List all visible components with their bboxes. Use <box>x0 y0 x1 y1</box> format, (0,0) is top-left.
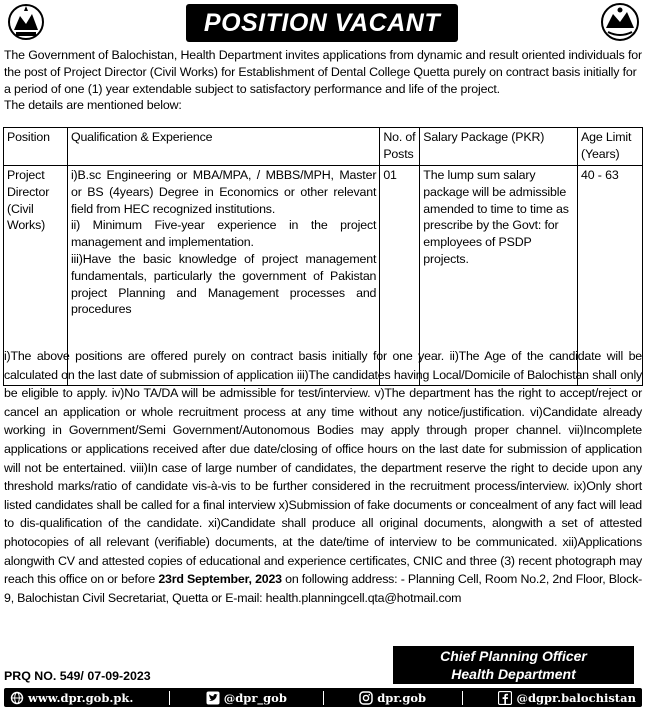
instagram-icon <box>359 691 373 705</box>
twitter-handle: @dpr_gob <box>223 690 287 705</box>
cell-age: 40 - 63 <box>578 166 643 386</box>
twitter-icon <box>206 691 220 705</box>
facebook-handle: @dgpr.balochistan <box>516 690 636 705</box>
instagram-handle: dpr.gob <box>377 690 427 705</box>
balochistan-emblem-icon <box>4 2 48 42</box>
signature-title: Chief Planning Officer <box>440 648 587 664</box>
footer-divider <box>323 691 324 705</box>
intro-text: The Government of Balochistan, Health Department invites applications from dynamic and result oriented individuals for the post of Project Director (Civil Works) for Establishment of Dental College Quetta purely on contract basis initially for a period of one (1) year extendable subject to satisfactory performance and life of the project. <box>4 48 642 96</box>
header-age: Age Limit (Years) <box>578 128 643 166</box>
page-title: POSITION VACANT <box>186 4 458 42</box>
cell-posts: 01 <box>380 166 420 386</box>
header-position: Position <box>4 128 68 166</box>
balochistan-emblem-icon <box>598 2 642 42</box>
terms-address: on following address: - Planning Cell, Room No.2, 2nd Floor, Block-9, Balochistan Civil Secretariat, Quetta or E-mail: health.planningcell.qta@hotmail.com <box>4 572 643 605</box>
terms-text: i)The above positions are offered purely on contract basis initially for one year. ii)The Age of the candidate will be calculated on the last date of submission of application iii)The candidates having Local/Domicile of Balochistan shall only be eligible to apply. iv)No TA/DA will be admissible for test/interview. v)The department has the right to accept/reject or cancel an application or whole recruitment process at any time without any notice/justification. vi)Candidate already working in Government/Semi Government/Autonomous Bodies may apply through proper channel. vii)Incomplete applications or applications received after due date/closing of office hours on the last date for submission of application will not be entertained. viii)In case of large number of candidates, the department reserve the right to decide upon any threshold marks/ratio of candidate vis-à-vis to be further considered in the recruitment process/interview. ix)Only short listed candidates shall be called for a final interview x)Submission of fake documents or concealment of any fact will lead to dis-qualification of the candidate. xi)Candidate shall produce all original documents, alongwith a set of attested photocopies of all relevant (verifiable) documents, at the date/time of interview to be communicated. xii)Applications alongwith CV and attested copies of educational and experience certificates, CNIC and three (3) recent photograph may reach this office on or before <box>4 349 642 587</box>
header-salary: Salary Package (PKR) <box>420 128 578 166</box>
signature-department: Health Department <box>451 666 576 682</box>
footer-divider <box>169 691 170 705</box>
header-posts: No. of Posts <box>380 128 420 166</box>
footer-facebook[interactable] <box>498 691 636 705</box>
footer-bar <box>4 688 642 707</box>
qualification-item: iii)Have the basic knowledge of project management fundamentals, particularly the government of Pakistan project Planning and Management processes and procedures <box>70 251 377 317</box>
footer-twitter[interactable] <box>206 691 287 705</box>
globe-icon <box>10 691 24 705</box>
qualification-item: i)B.sc Engineering or MBA/MPA, / MBBS/MPH, Master or BS (4years) Degree in Economics or other relevant field from HEC recognized institutions. <box>70 168 377 216</box>
deadline-date: 23rd September, 2023 <box>158 572 282 587</box>
details-line: The details are mentioned below: <box>4 98 182 113</box>
website-text: www.dpr.gob.pk. <box>28 690 134 705</box>
signature-block <box>393 646 634 684</box>
header-qualification: Qualification & Experience <box>67 128 379 166</box>
footer-divider <box>462 691 463 705</box>
facebook-icon <box>498 691 512 705</box>
footer-website[interactable] <box>10 691 133 705</box>
footer-instagram[interactable] <box>359 691 426 705</box>
terms-paragraph <box>4 347 642 607</box>
table-header-row <box>4 128 643 166</box>
qualification-item: ii) Minimum Five-year experience in the project management and implementation. <box>70 218 377 250</box>
intro-paragraph <box>4 47 642 114</box>
prq-number: PRQ NO. 549/ 07-09-2023 <box>4 669 151 683</box>
header <box>0 0 646 44</box>
cell-position: Project Director (Civil Works) <box>4 166 68 386</box>
cell-salary: The lump sum salary package will be admissible amended to time to time as prescribe by the Govt: for employees of PSDP projects. <box>420 166 578 386</box>
